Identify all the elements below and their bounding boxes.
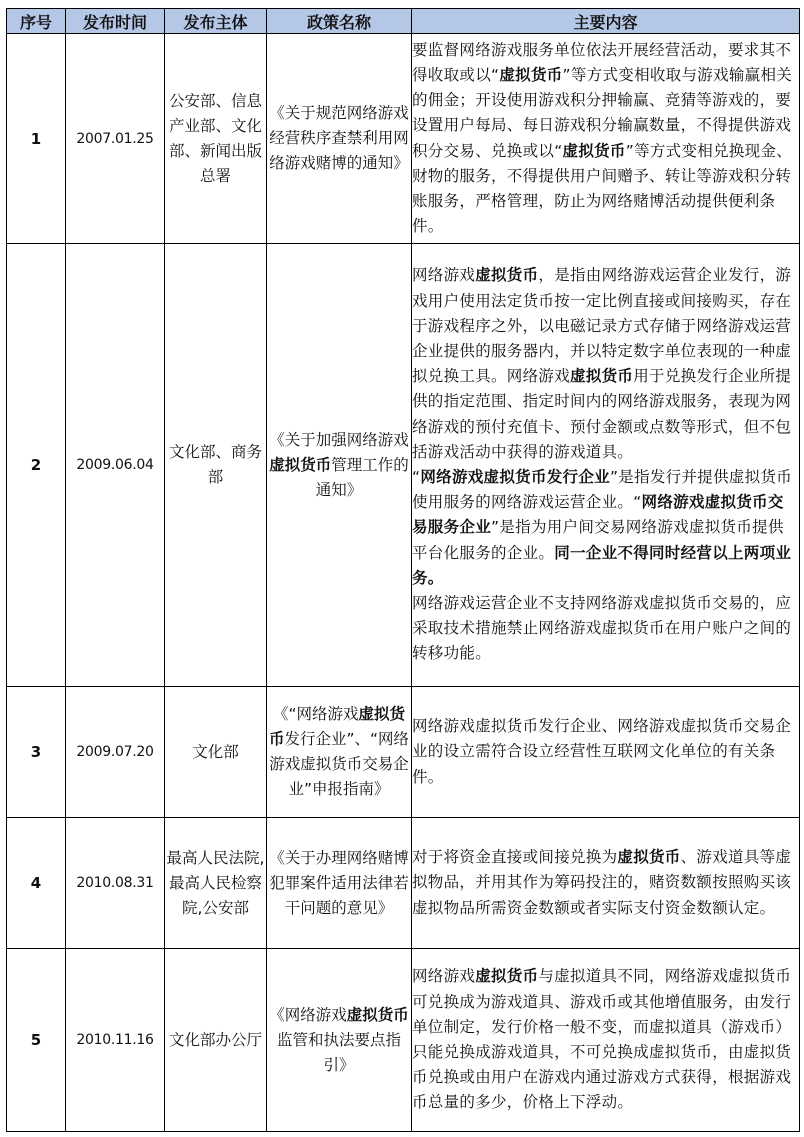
- policy-table: [6, 8, 800, 1132]
- row-index: 2: [7, 244, 66, 687]
- content-paragraph: [412, 263, 799, 465]
- row-content: [412, 949, 800, 1132]
- row-content: [412, 34, 800, 244]
- body-text: 《关于规范网络游戏经营秩序查禁利用网络游戏赌博的通知》: [269, 104, 409, 172]
- row-issuer: 文化部、商务部: [165, 244, 267, 687]
- body-text: 《关于办理网络赌博犯罪案件适用法律若干问题的意见》: [269, 848, 409, 917]
- emphasis-text: 网络游戏虚拟货币发行企业: [420, 468, 610, 486]
- body-text: ”等方式变相收取与游戏输赢相关的佣金；开设使用游戏积分押输赢、竞猜等游戏的，要设置用户每局、每日游戏积分输赢数量，不得提供游戏积分交易、兑换或以“: [412, 65, 793, 160]
- row-index: 1: [7, 34, 66, 244]
- table-row: [7, 244, 800, 687]
- row-policy-name: [267, 687, 412, 818]
- body-text: 管理工作的通知》: [315, 455, 409, 499]
- header-index: 序号: [7, 9, 66, 34]
- row-content: [412, 244, 800, 687]
- body-text: ”等方式变相兑换现金、财物的服务，不得提供用户间赠予、转让等游戏积分转账服务，严格管理，防止为网络赌博活动提供便利条件。: [412, 141, 793, 236]
- body-text: 《“网络游戏: [272, 705, 359, 723]
- body-text: 与虚拟道具不同，网络游戏虚拟货币可兑换成为游戏道具、游戏币或其他增值服务，由发行单位制定，发行价格一般不变，而虚拟道具（游戏币）只能兑换成游戏道具，不可兑换成虚拟货币，由虚拟货币兑换或由用户在游戏内通过游戏方式获得，根据游戏币总量的多少，价格上下浮动。: [412, 967, 792, 1112]
- row-policy-name: [267, 34, 412, 244]
- table-row: [7, 687, 800, 818]
- emphasis-text: 虚拟货币: [268, 705, 406, 748]
- row-date: 2009.06.04: [66, 244, 165, 687]
- row-date: 2010.11.16: [66, 949, 165, 1132]
- content-paragraph: [412, 591, 799, 667]
- body-text: 对于将资金直接或间接兑换为: [412, 848, 618, 867]
- table-row: [7, 34, 800, 244]
- emphasis-text: 虚拟货币: [570, 367, 634, 386]
- row-issuer: 最高人民法院,最高人民检察院,公安部: [165, 818, 267, 949]
- emphasis-text: 网络游戏虚拟货币交易服务企业: [412, 493, 784, 537]
- row-content: [412, 687, 800, 818]
- emphasis-text: 同一企业不得同时经营以上两项业务。: [412, 543, 792, 587]
- body-text: 《关于加强网络游戏: [269, 430, 409, 449]
- body-text: “: [412, 468, 421, 486]
- row-date: 2010.08.31: [66, 818, 165, 949]
- body-text: 监管和执法要点指引》: [276, 1030, 401, 1074]
- emphasis-text: 虚拟货币: [475, 967, 539, 986]
- row-issuer: 公安部、信息产业部、文化部、新闻出版总署: [165, 34, 267, 244]
- row-date: 2007.01.25: [66, 34, 165, 244]
- table-row: [7, 949, 800, 1132]
- emphasis-text: 虚拟货币: [269, 455, 332, 474]
- body-text: 要监督网络游戏服务单位依法开展经营活动，要求其不得收取或以“: [412, 40, 792, 84]
- body-text: 网络游戏: [412, 266, 476, 285]
- body-text: 《网络游戏: [269, 1005, 347, 1024]
- row-index: 4: [7, 818, 66, 949]
- table-row: [7, 818, 800, 949]
- emphasis-text: 虚拟货币: [499, 65, 563, 84]
- row-issuer: 文化部: [165, 687, 267, 818]
- body-text: 用于兑换发行企业所提供的指定范围、指定时间内的网络游戏服务，表现为网络游戏的预付充值卡、预付金额或点数等形式，但不包括游戏活动中获得的游戏道具。: [412, 367, 792, 461]
- row-policy-name: [267, 244, 412, 687]
- emphasis-text: 虚拟货币: [617, 848, 681, 867]
- body-text: ”是指为用户间交易网络游戏虚拟货币提供平台化服务的企业。: [412, 518, 784, 562]
- row-content: [412, 818, 800, 949]
- header-policy-name: 政策名称: [267, 9, 412, 34]
- body-text: ，是指由网络游戏运营企业发行，游戏用户使用法定货币按一定比例直接或间接购买，存在于游戏程序之外，以电磁记录方式存储于网络游戏运营企业提供的服务器内，并以特定数字单位表现的一种虚拟兑换工具。网络游戏: [412, 266, 792, 386]
- header-content: 主要内容: [412, 9, 800, 34]
- body-text: 发行企业”、“网络游戏虚拟货币交易企业”申报指南》: [269, 730, 410, 798]
- row-index: 3: [7, 687, 66, 818]
- body-text: 网络游戏运营企业不支持网络游戏虚拟货币交易的，应采取技术措施禁止网络游戏虚拟货币在用户账户之间的转移功能。: [412, 594, 792, 663]
- emphasis-text: 虚拟货币: [562, 141, 626, 160]
- body-text: ”是指发行并提供虚拟货币使用服务的网络游戏运营企业。“: [412, 468, 793, 512]
- body-text: 、游戏道具等虚拟物品，并用其作为筹码投注的，赌资数额按照购买该虚拟物品所需资金数额或者实际支付资金数额认定。: [412, 848, 792, 917]
- body-text: 网络游戏: [412, 967, 476, 986]
- body-text: 网络游戏虚拟货币发行企业、网络游戏虚拟货币交易企业的设立需符合设立经营性互联网文化单位的有关条件。: [412, 717, 792, 786]
- row-index: 5: [7, 949, 66, 1132]
- row-policy-name: [267, 818, 412, 949]
- content-paragraph: [412, 465, 799, 591]
- header-issuer: 发布主体: [165, 9, 267, 34]
- header-row: [7, 9, 800, 34]
- row-policy-name: [267, 949, 412, 1132]
- row-date: 2009.07.20: [66, 687, 165, 818]
- header-date: 发布时间: [66, 9, 165, 34]
- row-issuer: 文化部办公厅: [165, 949, 267, 1132]
- emphasis-text: 虚拟货币: [346, 1005, 409, 1024]
- emphasis-text: 虚拟货币: [475, 266, 539, 285]
